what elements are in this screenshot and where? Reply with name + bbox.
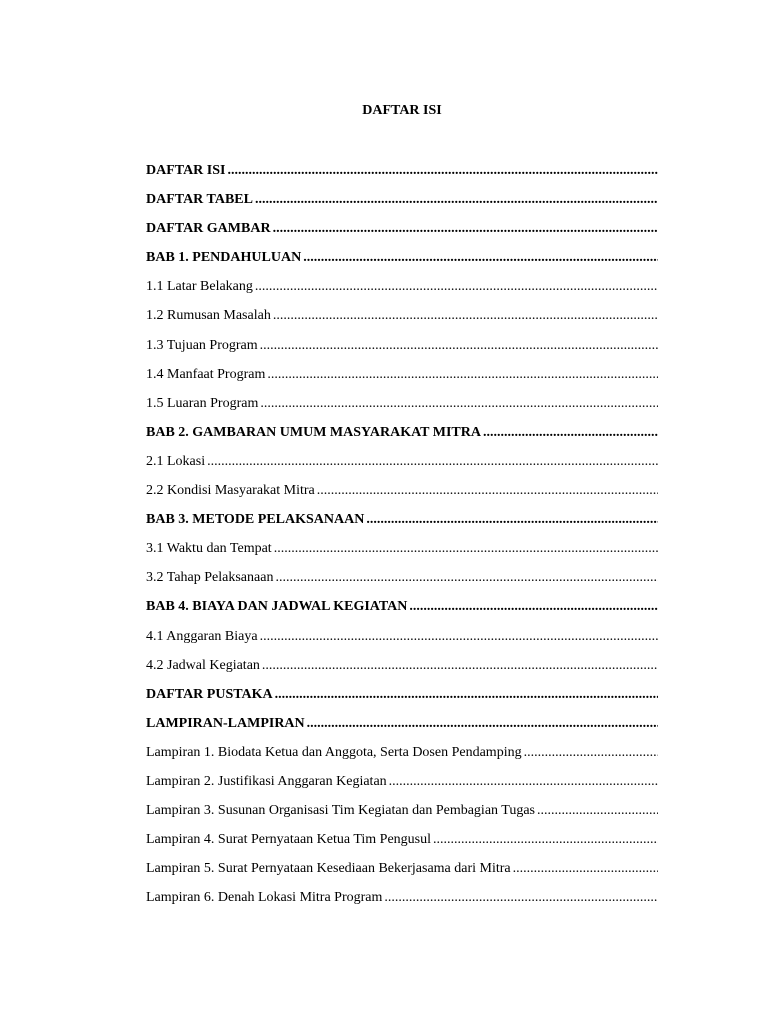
toc-dot-leader bbox=[275, 686, 658, 704]
toc-entry-text: Lampiran 1. Biodata Ketua dan Anggota, Serta Dosen Pendamping bbox=[146, 744, 522, 760]
toc-entry-text: Lampiran 5. Surat Pernyataan Kesediaan Bekerjasama dari Mitra bbox=[146, 861, 511, 877]
toc-dot-leader bbox=[255, 278, 658, 296]
toc-entry-text: DAFTAR GAMBAR bbox=[146, 221, 271, 237]
toc-dot-leader bbox=[513, 860, 658, 878]
toc-dot-leader bbox=[274, 540, 658, 558]
toc-entry-text: Lampiran 3. Susunan Organisasi Tim Kegiatan dan Pembagian Tugas bbox=[146, 803, 535, 819]
toc-dot-leader bbox=[260, 628, 658, 646]
toc-dot-leader bbox=[275, 569, 658, 587]
toc-entry[interactable] bbox=[146, 773, 658, 802]
toc-entry-text: 1.2 Rumusan Masalah bbox=[146, 308, 271, 324]
toc-entry-text: 2.1 Lokasi bbox=[146, 453, 206, 469]
toc-entry-text: Lampiran 6. Denah Lokasi Mitra Program bbox=[146, 890, 383, 906]
toc-dot-leader bbox=[524, 744, 658, 762]
toc-entry[interactable] bbox=[146, 744, 658, 773]
toc-entry[interactable] bbox=[146, 249, 658, 278]
toc-entry[interactable] bbox=[146, 598, 658, 627]
toc-entry[interactable] bbox=[146, 191, 658, 220]
toc-entry[interactable] bbox=[146, 686, 658, 715]
page-title: DAFTAR ISI bbox=[362, 103, 442, 118]
toc-entry-text: Lampiran 2. Justifikasi Anggaran Kegiatan bbox=[146, 773, 387, 789]
toc-dot-leader bbox=[366, 511, 658, 529]
toc-entry[interactable] bbox=[146, 831, 658, 860]
toc-dot-leader bbox=[433, 831, 658, 849]
table-of-contents bbox=[146, 162, 658, 918]
toc-dot-leader bbox=[303, 249, 658, 267]
toc-dot-leader bbox=[262, 657, 658, 675]
toc-entry-text: 3.2 Tahap Pelaksanaan bbox=[146, 570, 274, 586]
toc-entry[interactable] bbox=[146, 628, 658, 657]
toc-entry-text: 1.1 Latar Belakang bbox=[146, 279, 253, 295]
toc-entry[interactable] bbox=[146, 307, 658, 336]
toc-dot-leader bbox=[483, 424, 658, 442]
toc-dot-leader bbox=[207, 453, 658, 471]
toc-entry-text: BAB 1. PENDAHULUAN bbox=[146, 250, 302, 266]
toc-entry[interactable] bbox=[146, 220, 658, 249]
toc-entry-text: LAMPIRAN-LAMPIRAN bbox=[146, 715, 305, 731]
toc-dot-leader bbox=[409, 598, 658, 616]
toc-entry-text: 4.2 Jadwal Kegiatan bbox=[146, 657, 260, 673]
toc-entry[interactable] bbox=[146, 511, 658, 540]
toc-entry[interactable] bbox=[146, 337, 658, 366]
toc-dot-leader bbox=[307, 715, 658, 733]
toc-entry[interactable] bbox=[146, 569, 658, 598]
toc-dot-leader bbox=[260, 395, 658, 413]
toc-entry-text: 1.5 Luaran Program bbox=[146, 395, 259, 411]
toc-entry[interactable] bbox=[146, 540, 658, 569]
toc-entry[interactable] bbox=[146, 657, 658, 686]
toc-entry-text: 1.4 Manfaat Program bbox=[146, 366, 266, 382]
toc-entry[interactable] bbox=[146, 424, 658, 453]
toc-entry-text: BAB 4. BIAYA DAN JADWAL KEGIATAN bbox=[146, 599, 408, 615]
toc-entry[interactable] bbox=[146, 889, 658, 918]
toc-entry-text: BAB 3. METODE PELAKSANAAN bbox=[146, 512, 365, 528]
toc-dot-leader bbox=[260, 337, 658, 355]
toc-dot-leader bbox=[267, 366, 658, 384]
toc-entry[interactable] bbox=[146, 366, 658, 395]
toc-dot-leader bbox=[227, 162, 658, 180]
toc-entry-text: 2.2 Kondisi Masyarakat Mitra bbox=[146, 483, 315, 499]
toc-entry[interactable] bbox=[146, 395, 658, 424]
toc-entry-text: 4.1 Anggaran Biaya bbox=[146, 628, 258, 644]
toc-dot-leader bbox=[317, 482, 658, 500]
toc-dot-leader bbox=[273, 220, 658, 238]
toc-entry[interactable] bbox=[146, 482, 658, 511]
toc-entry-text: DAFTAR ISI bbox=[146, 163, 226, 178]
toc-entry[interactable] bbox=[146, 278, 658, 307]
toc-dot-leader bbox=[384, 889, 658, 907]
toc-entry-text: 1.3 Tujuan Program bbox=[146, 337, 258, 353]
toc-entry-text: 3.1 Waktu dan Tempat bbox=[146, 541, 272, 557]
toc-entry-text: DAFTAR PUSTAKA bbox=[146, 686, 273, 702]
toc-entry[interactable] bbox=[146, 453, 658, 482]
toc-entry-text: Lampiran 4. Surat Pernyataan Ketua Tim Pengusul bbox=[146, 832, 432, 848]
toc-entry[interactable] bbox=[146, 715, 658, 744]
toc-entry[interactable] bbox=[146, 802, 658, 831]
toc-entry[interactable] bbox=[146, 860, 658, 889]
toc-dot-leader bbox=[537, 802, 658, 820]
toc-entry-text: DAFTAR TABEL bbox=[146, 192, 253, 208]
toc-entry-text: BAB 2. GAMBARAN UMUM MASYARAKAT MITRA bbox=[146, 424, 481, 440]
toc-dot-leader bbox=[389, 773, 658, 791]
toc-entry[interactable] bbox=[146, 162, 658, 191]
toc-dot-leader bbox=[255, 191, 658, 209]
toc-dot-leader bbox=[273, 307, 658, 325]
